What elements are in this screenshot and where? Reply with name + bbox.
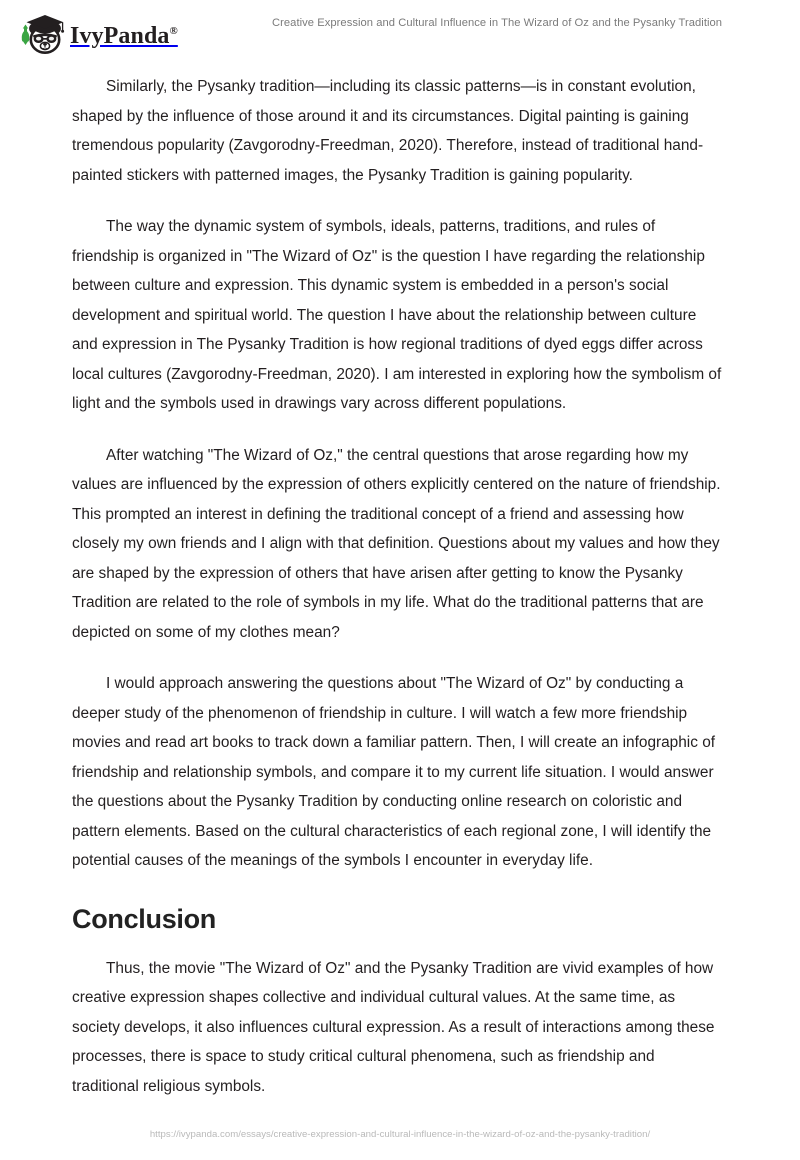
- section-heading-conclusion: Conclusion: [72, 903, 216, 934]
- page-header: [0, 0, 800, 62]
- panda-graduate-logo-icon: [14, 12, 66, 58]
- body-paragraph: The way the dynamic system of symbols, ideals, patterns, traditions, and rules of friendship is organized in "The Wizard of Oz" is the question I have regarding the relationship between culture and expression. This dynamic system is embedded in a person's social development and spiritual world. The question I have about the relationship between culture and expression in The Pysanky Tradition is how regional traditions of dyed eggs differ across local cultures (Zavgorodny-Freedman, 2020). I am interested in exploring how the symbolism of light and the symbols used in drawings vary across different populations.: [72, 218, 722, 412]
- conclusion-paragraph: Thus, the movie "The Wizard of Oz" and the Pysanky Tradition are vivid examples of how creative expression shapes collective and individual cultural values. At the same time, as society develops, it also influences cultural expression. As a result of interactions among these processes, there is space to study critical cultural phenomena, such as friendship and traditional religious symbols.: [72, 959, 715, 1095]
- registered-trademark-symbol: ®: [169, 25, 178, 37]
- page-footer: [0, 1124, 800, 1142]
- body-paragraph: After watching "The Wizard of Oz," the central questions that arose regarding how my values are influenced by the expression of others explicitly centered on the nature of friendship. This prompted an interest in defining the traditional concept of a friend and assessing how closely my own friends and I align with that definition. Questions about my values and how they are shaped by the expression of others that have arisen after getting to know the Pysanky Tradition are related to the role of symbols in my life. What do the traditional patterns that are depicted on some of my clothes mean?: [72, 446, 721, 641]
- brand-name-text: IvyPanda: [70, 23, 170, 49]
- brand-wordmark: [70, 24, 178, 48]
- brand-logo-link[interactable]: [14, 12, 178, 58]
- body-paragraph: Similarly, the Pysanky tradition—including its classic patterns—is in constant evolution, shaped by the influence of those around it and its circumstances. Digital painting is gaining tremendous popularity (Zavgorodny-Freedman, 2020). Therefore, instead of traditional hand-painted stickers with patterned images, the Pysanky Tradition is gaining popularity.: [72, 78, 704, 184]
- footer-source-url[interactable]: https://ivypanda.com/essays/creative-expression-and-cultural-influence-in-the-wizard-of-oz-and-the-pysanky-tradition/: [149, 1129, 651, 1140]
- essay-body: [72, 72, 724, 1101]
- document-title-header: Creative Expression and Cultural Influence in The Wizard of Oz and the Pysanky Tradition: [272, 17, 723, 29]
- body-paragraph: I would approach answering the questions about "The Wizard of Oz" by conducting a deeper study of the phenomenon of friendship in culture. I will watch a few more friendship movies and read art books to track down a familiar pattern. Then, I will create an infographic of friendship and relationship symbols, and compare it to my current life situation. I would answer the questions about the Pysanky Tradition by conducting online research on coloristic and pattern elements. Based on the cultural characteristics of each regional zone, I will identify the potential causes of the meanings of the symbols I encounter in everyday life.: [72, 675, 716, 869]
